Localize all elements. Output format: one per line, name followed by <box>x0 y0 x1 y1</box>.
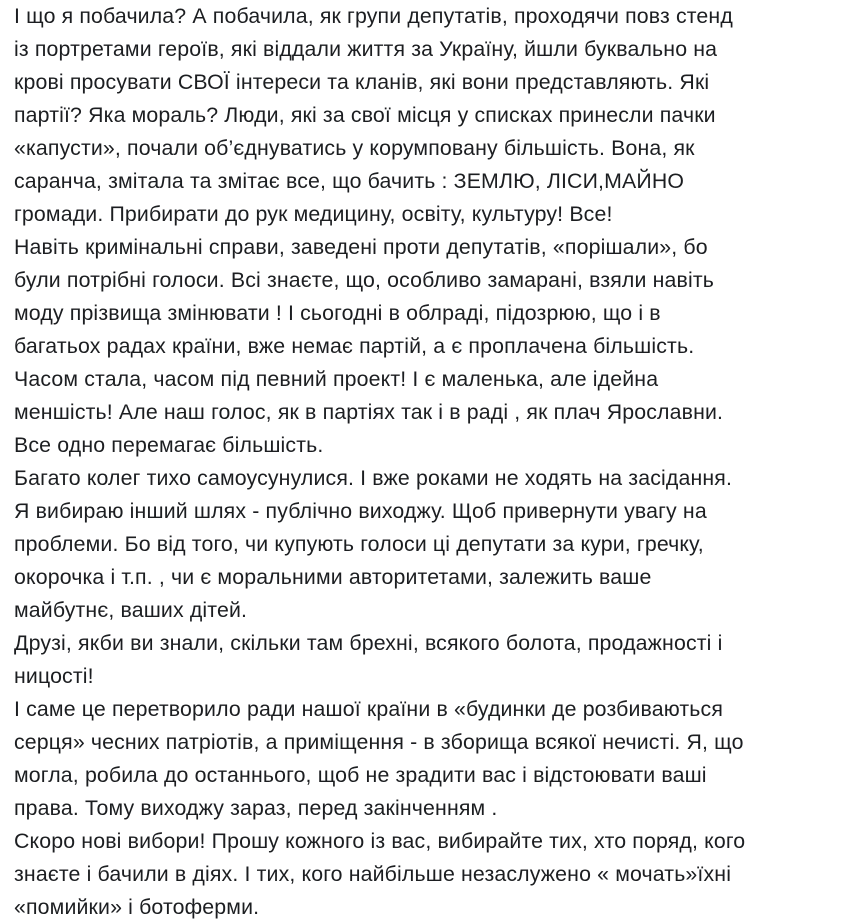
text-line: серця» чесних патріотів, а приміщення - в зборища всякої нечисті. Я, що <box>14 730 744 754</box>
text-line: права. Тому виходжу зараз, перед закінченням . <box>14 796 498 820</box>
text-line: моду прізвища змінювати ! І сьогодні в облраді, підозрюю, що і в <box>14 301 661 325</box>
text-line: були потрібні голоси. Всі знаєте, що, особливо замарані, взяли навіть <box>14 268 715 292</box>
text-line: окорочка і т.п. , чи є моральними авторитетами, залежить ваше <box>14 565 652 589</box>
text-line: громади. Прибирати до рук медицину, освіту, культуру! Все! <box>14 202 613 226</box>
text-line: крові просувати СВОЇ інтереси та кланів, які вони представляють. Які <box>14 70 710 94</box>
text-line: І що я побачила? А побачила, як групи депутатів, проходячи повз стенд <box>14 4 733 28</box>
text-line: Все одно перемагає більшість. <box>14 433 324 457</box>
post-text <box>14 0 850 924</box>
text-line: Часом стала, часом під певний проект! І є маленька, але ідейна <box>14 367 659 391</box>
text-line: майбутнє, ваших дітей. <box>14 598 248 622</box>
text-line: меншість! Але наш голос, як в партіях так і в раді , як плач Ярославни. <box>14 400 724 424</box>
text-line: саранча, змітала та змітає все, що бачить : ЗЕМЛЮ, ЛІСИ,МАЙНО <box>14 169 685 193</box>
text-line: із портретами героїв, які віддали життя за Україну, йшли буквально на <box>14 37 718 61</box>
text-line: Я вибираю інший шлях - публічно виходжу. Щоб привернути увагу на <box>14 499 707 523</box>
text-line: могла, робила до останнього, щоб не зрадити вас і відстоювати ваші <box>14 763 707 787</box>
text-line: багатьох радах країни, вже немає партій, а є проплачена більшість. <box>14 334 695 358</box>
text-line: знаєте і бачили в діях. І тих, кого найбільше незаслужено « мочать»їхні <box>14 862 732 886</box>
text-line: ницості! <box>14 664 94 688</box>
text-line: Скоро нові вибори! Прошу кожного із вас, вибирайте тих, хто поряд, кого <box>14 829 746 853</box>
text-line: Друзі, якби ви знали, скільки там брехні, всякого болота, продажності і <box>14 631 723 655</box>
text-line: «помийки» і ботоферми. <box>14 895 260 919</box>
text-line: Навіть кримінальні справи, заведені проти депутатів, «порішали», бо <box>14 235 708 259</box>
text-line: партії? Яка мораль? Люди, які за свої місця у списках принесли пачки <box>14 103 716 127</box>
text-line: «капусти», почали об’єднуватись у корумповану більшість. Вона, як <box>14 136 695 160</box>
text-line: Багато колег тихо самоусунулися. І вже роками не ходять на засідання. <box>14 466 733 490</box>
text-line: проблеми. Бо від того, чи купують голоси ці депутати за кури, гречку, <box>14 532 704 556</box>
text-line: І саме це перетворило ради нашої країни в «будинки де розбиваються <box>14 697 724 721</box>
